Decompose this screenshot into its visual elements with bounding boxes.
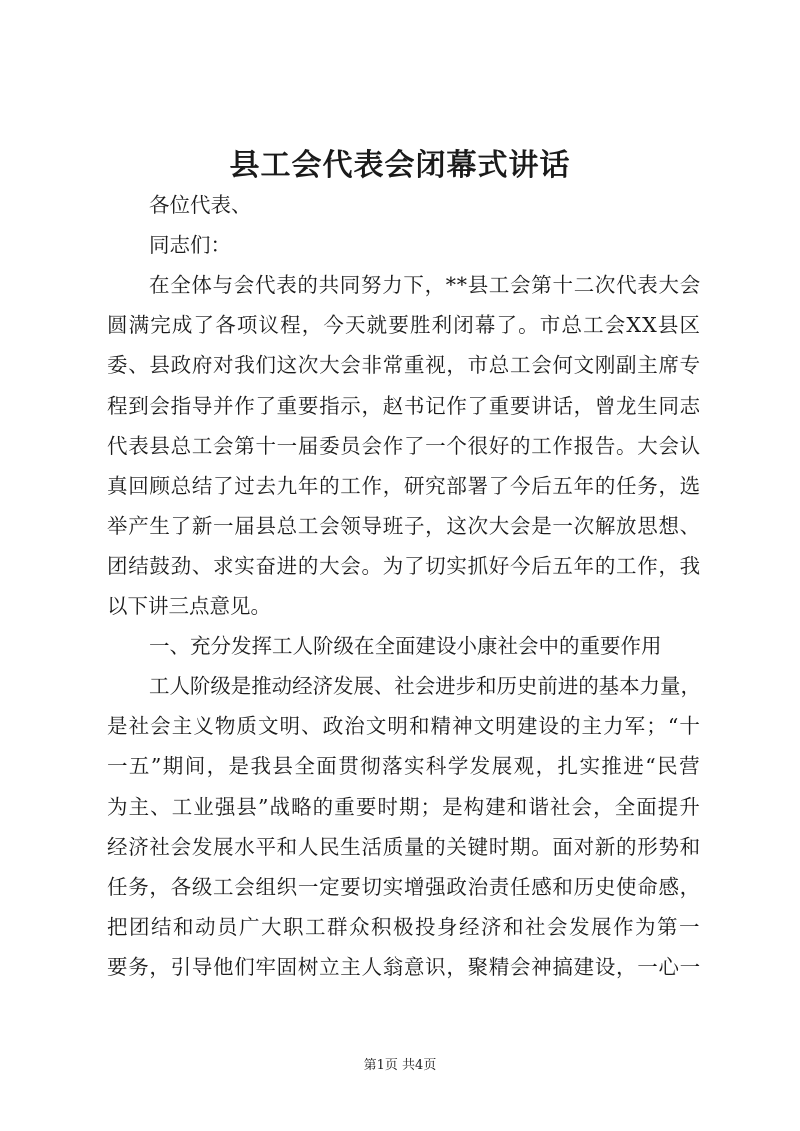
text-line: 代表县总工会第十一届委员会作了一个很好的工作报告。大会认 — [107, 433, 701, 458]
text-line: 举产生了新一届县总工会领导班子，这次大会是一次解放思想、 — [107, 513, 701, 538]
text-line: 为主、工业强县”战略的重要时期；是构建和谐社会，全面提升 — [107, 794, 701, 819]
text-line: 一五”期间，是我县全面贯彻落实科学发展观，扎实推进“民营 — [107, 754, 701, 779]
document-title: 县工会代表会闭幕式讲话 — [229, 148, 571, 183]
text-line: 在全体与会代表的共同努力下，**县工会第十二次代表大会 — [149, 273, 701, 298]
page-footer: 第1页 共4页 — [363, 1058, 437, 1073]
text-line: 圆满完成了各项议程，今天就要胜利闭幕了。市总工会XX县区 — [107, 313, 702, 338]
text-line: 真回顾总结了过去九年的工作，研究部署了今后五年的任务，选 — [107, 473, 701, 498]
text-line: 把团结和动员广大职工群众积极投身经济和社会发展作为第一 — [107, 914, 701, 939]
text-line: 以下讲三点意见。 — [107, 594, 271, 618]
text-line: 经济社会发展水平和人民生活质量的关键时期。面对新的形势和 — [107, 834, 701, 859]
text-line: 委、县政府对我们这次大会非常重视，市总工会何文刚副主席专 — [107, 353, 701, 378]
text-line: 同志们： — [149, 233, 231, 258]
text-line: 各位代表、 — [149, 193, 252, 217]
text-line: 任务，各级工会组织一定要切实增强政治责任感和历史使命感， — [107, 874, 701, 899]
text-line: 工人阶级是推动经济发展、社会进步和历史前进的基本力量， — [149, 674, 701, 699]
text-line: 是社会主义物质文明、政治文明和精神文明建设的主力军；“十 — [107, 714, 701, 739]
text-line: 程到会指导并作了重要指示，赵书记作了重要讲话，曾龙生同志 — [107, 393, 701, 418]
text-line: 要务，引导他们牢固树立主人翁意识，聚精会神搞建设，一心一 — [107, 954, 701, 979]
section-heading: 一、充分发挥工人阶级在全面建设小康社会中的重要作用 — [149, 634, 662, 659]
text-line: 团结鼓劲、求实奋进的大会。为了切实抓好今后五年的工作，我 — [107, 553, 701, 578]
